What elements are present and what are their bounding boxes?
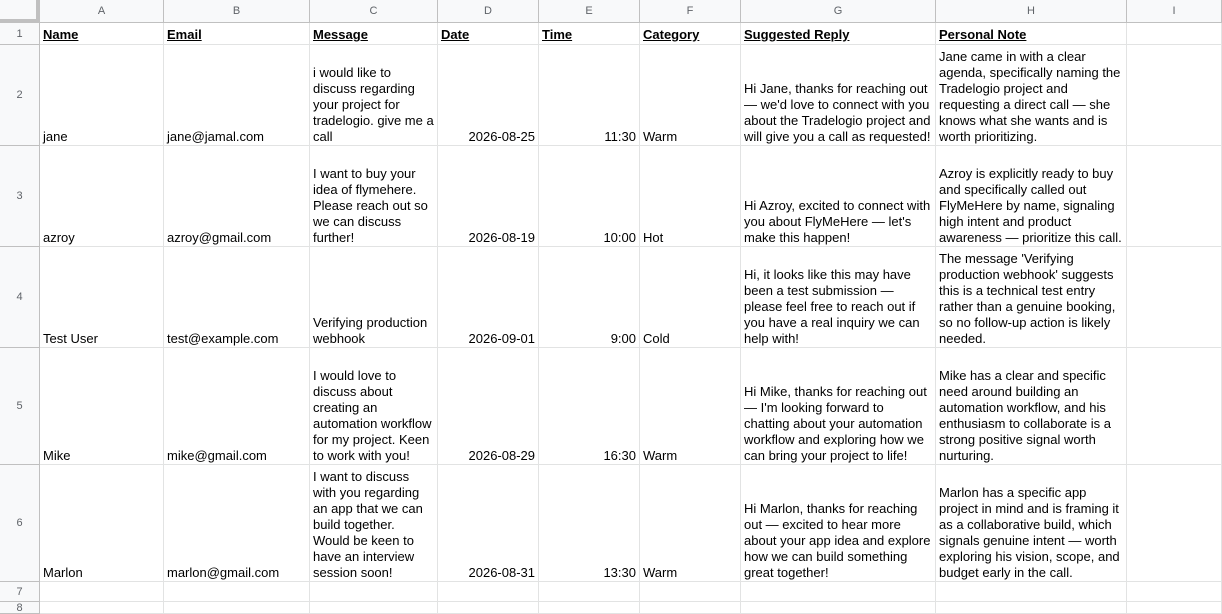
header-label: Time <box>542 27 573 42</box>
time-text: 16:30 <box>603 448 636 463</box>
cell-reply[interactable] <box>741 465 936 582</box>
time-text: 11:30 <box>604 129 636 144</box>
reply-text: Hi Mike, thanks for reaching out — I'm looking forward to chatting about your automation workflow and exploring how we can bring your project to life! <box>744 384 927 463</box>
header-cell-message[interactable] <box>310 23 438 45</box>
cell-category[interactable] <box>640 247 741 348</box>
cell-message[interactable] <box>310 348 438 465</box>
header-label: Suggested Reply <box>744 27 850 42</box>
note-text: The message 'Verifying production webhook' suggests this is a technical test entry rather than a genuine booking, so no follow-up action is likely needed. <box>939 251 1116 346</box>
empty-cell[interactable] <box>539 602 640 614</box>
header-label: Category <box>643 27 700 42</box>
column-header-1[interactable]: A <box>40 0 164 23</box>
header-cell-email[interactable] <box>164 23 310 45</box>
empty-cell[interactable] <box>1127 247 1222 348</box>
reply-text: Hi Marlon, thanks for reaching out — excited to hear more about your app idea and explore how we can build something great together! <box>744 501 931 580</box>
cell-note[interactable] <box>936 348 1127 465</box>
column-header-8[interactable]: H <box>936 0 1127 23</box>
row-header-8[interactable]: 8 <box>0 602 40 614</box>
cell-category[interactable] <box>640 465 741 582</box>
empty-cell[interactable] <box>1127 23 1222 45</box>
message-text: I want to buy your idea of flymehere. Please reach out so we can discuss further! <box>313 166 428 245</box>
header-cell-date[interactable] <box>438 23 539 45</box>
email-text: marlon@gmail.com <box>167 565 280 580</box>
note-text: Azroy is explicitly ready to buy and specifically called out FlyMeHere by name, signaling high intent and product awareness — prioritize this call. <box>939 166 1122 245</box>
message-text: Verifying production webhook <box>313 315 428 346</box>
row-header-2[interactable]: 2 <box>0 45 40 146</box>
note-text: Marlon has a specific app project in mind and is framing it as a collaborative build, which signals genuine intent — worth exploring his vision, scope, and budget early in the call. <box>939 485 1120 580</box>
row-header-7[interactable]: 7 <box>0 582 40 602</box>
message-text: i would like to discuss regarding your project for tradelogio. give me a call <box>313 65 434 144</box>
header-cell-name[interactable] <box>40 23 164 45</box>
cell-date[interactable] <box>438 45 539 146</box>
category-text: Hot <box>643 230 664 245</box>
row-header-1[interactable]: 1 <box>0 23 40 45</box>
header-cell-category[interactable] <box>640 23 741 45</box>
cell-email[interactable] <box>164 146 310 247</box>
row-header-4[interactable]: 4 <box>0 247 40 348</box>
row-header-6[interactable]: 6 <box>0 465 40 582</box>
email-text: test@example.com <box>167 331 279 346</box>
cell-reply[interactable] <box>741 348 936 465</box>
empty-cell[interactable] <box>1127 348 1222 465</box>
cell-date[interactable] <box>438 247 539 348</box>
cell-name[interactable] <box>40 45 164 146</box>
cell-message[interactable] <box>310 247 438 348</box>
empty-cell[interactable] <box>438 602 539 614</box>
header-label: Personal Note <box>939 27 1027 42</box>
column-header-7[interactable]: G <box>741 0 936 23</box>
cell-email[interactable] <box>164 465 310 582</box>
reply-text: Hi Azroy, excited to connect with you about FlyMeHere — let's make this happen! <box>744 198 931 245</box>
empty-cell[interactable] <box>164 582 310 602</box>
cell-reply[interactable] <box>741 247 936 348</box>
date-text: 2026-08-19 <box>468 230 535 245</box>
message-text: I want to discuss with you regarding an app that we can build together. Would be keen to have an interview session soon! <box>313 469 423 580</box>
email-text: jane@jamal.com <box>167 129 265 144</box>
cell-category[interactable] <box>640 348 741 465</box>
cell-note[interactable] <box>936 465 1127 582</box>
time-text: 9:00 <box>610 331 636 346</box>
empty-cell[interactable] <box>640 602 741 614</box>
header-label: Name <box>43 27 79 42</box>
column-header-9[interactable]: I <box>1127 0 1222 23</box>
cell-date[interactable] <box>438 465 539 582</box>
column-header-6[interactable]: F <box>640 0 741 23</box>
row-header-3[interactable]: 3 <box>0 146 40 247</box>
category-text: Cold <box>643 331 670 346</box>
empty-cell[interactable] <box>164 602 310 614</box>
cell-time[interactable] <box>539 45 640 146</box>
cell-email[interactable] <box>164 247 310 348</box>
empty-cell[interactable] <box>741 582 936 602</box>
category-text: Warm <box>643 129 678 144</box>
header-cell-reply[interactable] <box>741 23 936 45</box>
empty-cell[interactable] <box>40 602 164 614</box>
cell-name[interactable] <box>40 247 164 348</box>
cell-time[interactable] <box>539 465 640 582</box>
cell-email[interactable] <box>164 348 310 465</box>
header-label: Date <box>441 27 470 42</box>
empty-cell[interactable] <box>438 582 539 602</box>
empty-cell[interactable] <box>936 582 1127 602</box>
cell-category[interactable] <box>640 146 741 247</box>
column-header-3[interactable]: C <box>310 0 438 23</box>
cell-name[interactable] <box>40 465 164 582</box>
cell-message[interactable] <box>310 146 438 247</box>
empty-cell[interactable] <box>1127 465 1222 582</box>
cell-time[interactable] <box>539 146 640 247</box>
column-header-5[interactable]: E <box>539 0 640 23</box>
row-header-5[interactable]: 5 <box>0 348 40 465</box>
cell-email[interactable] <box>164 45 310 146</box>
cell-note[interactable] <box>936 45 1127 146</box>
header-cell-note[interactable] <box>936 23 1127 45</box>
reply-text: Hi Jane, thanks for reaching out — we'd love to connect with you about the Tradelogio project and will give you a call as requested! <box>744 81 931 144</box>
cell-name[interactable] <box>40 146 164 247</box>
name-text: jane <box>43 129 68 144</box>
note-text: Jane came in with a clear agenda, specifically naming the Tradelogio project and requesting a direct call — she knows what she wants and is worth prioritizing. <box>939 49 1121 144</box>
cell-date[interactable] <box>438 146 539 247</box>
date-text: 2026-08-25 <box>468 129 535 144</box>
note-text: Mike has a clear and specific need around building an automation workflow, and his enthusiasm to collaborate is a strong positive signal worth nurturing. <box>939 368 1111 463</box>
cell-reply[interactable] <box>741 146 936 247</box>
category-text: Warm <box>643 448 678 463</box>
empty-cell[interactable] <box>40 582 164 602</box>
cell-note[interactable] <box>936 146 1127 247</box>
header-label: Message <box>313 27 368 42</box>
email-text: azroy@gmail.com <box>167 230 272 245</box>
empty-cell[interactable] <box>310 582 438 602</box>
cell-category[interactable] <box>640 45 741 146</box>
name-text: Marlon <box>43 565 83 580</box>
date-text: 2026-09-01 <box>468 331 535 346</box>
name-text: azroy <box>43 230 75 245</box>
cell-name[interactable] <box>40 348 164 465</box>
date-text: 2026-08-29 <box>468 448 535 463</box>
cell-reply[interactable] <box>741 45 936 146</box>
reply-text: Hi, it looks like this may have been a test submission — please feel free to reach out if you have a real inquiry we can help with! <box>744 267 920 346</box>
cell-time[interactable] <box>539 348 640 465</box>
empty-cell[interactable] <box>1127 602 1222 614</box>
email-text: mike@gmail.com <box>167 448 267 463</box>
cell-message[interactable] <box>310 465 438 582</box>
empty-cell[interactable] <box>741 602 936 614</box>
header-label: Email <box>167 27 202 42</box>
empty-cell[interactable] <box>310 602 438 614</box>
cell-note[interactable] <box>936 247 1127 348</box>
empty-cell[interactable] <box>936 602 1127 614</box>
time-text: 13:30 <box>603 565 636 580</box>
empty-cell[interactable] <box>1127 582 1222 602</box>
empty-cell[interactable] <box>1127 146 1222 247</box>
empty-cell[interactable] <box>1127 45 1222 146</box>
cell-message[interactable] <box>310 45 438 146</box>
column-header-4[interactable]: D <box>438 0 539 23</box>
empty-cell[interactable] <box>539 582 640 602</box>
header-cell-time[interactable] <box>539 23 640 45</box>
time-text: 10:00 <box>603 230 636 245</box>
cell-time[interactable] <box>539 247 640 348</box>
name-text: Mike <box>43 448 71 463</box>
column-header-2[interactable]: B <box>164 0 310 23</box>
cell-date[interactable] <box>438 348 539 465</box>
category-text: Warm <box>643 565 678 580</box>
name-text: Test User <box>43 331 98 346</box>
date-text: 2026-08-31 <box>468 565 535 580</box>
select-all-corner[interactable] <box>0 0 40 23</box>
message-text: I would love to discuss about creating an automation workflow for my project. Keen to work with you! <box>313 368 432 463</box>
empty-cell[interactable] <box>640 582 741 602</box>
